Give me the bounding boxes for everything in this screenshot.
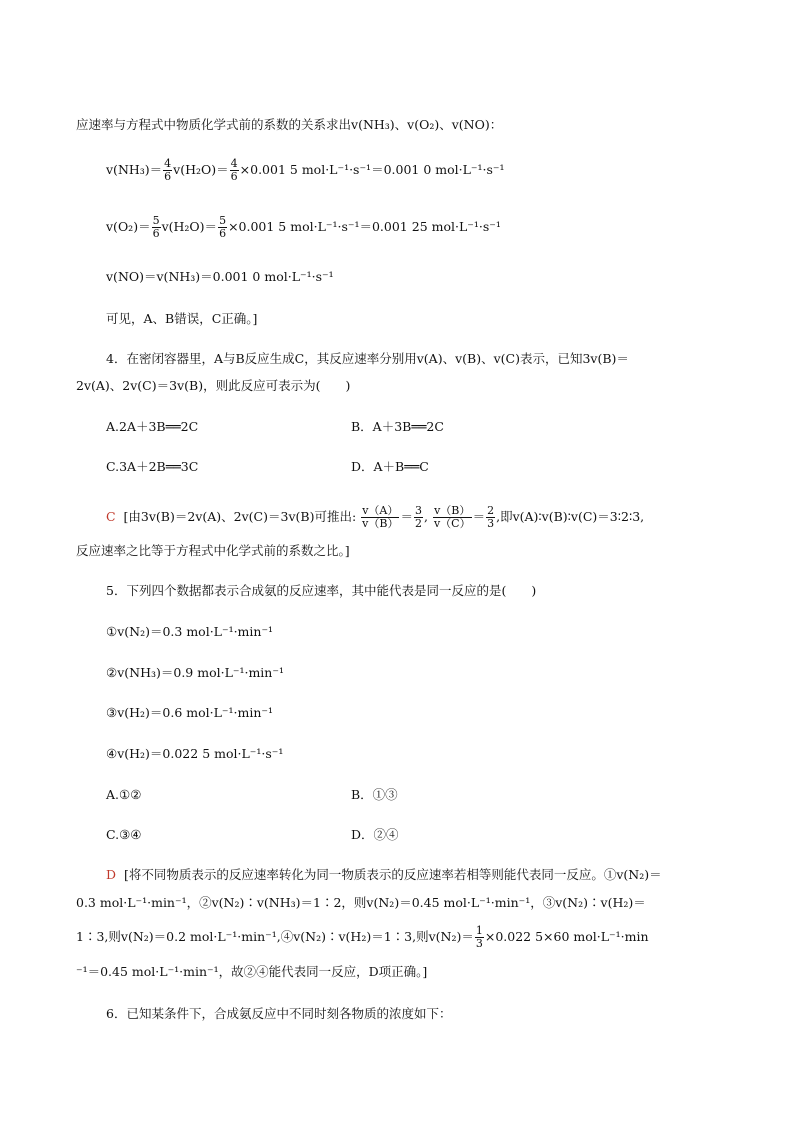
fraction: $\frac{5}{6}$ <box>152 214 160 240</box>
eq-v-o2 <box>106 215 501 240</box>
question-4-line2: 2v(A)、2v(C)＝3v(B)，则此反应可表示为( ) <box>76 378 351 393</box>
answer-text: 1∶3,则v(N₂)＝0.2 mol·L⁻¹·min⁻¹,④v(N₂)∶v(H₂)＝1∶3,则v(N₂)＝ <box>76 929 474 944</box>
q5-option-b: B．①③ <box>351 787 398 802</box>
fraction: $\frac{5}{6}$ <box>219 214 227 240</box>
answer-text: [由3v(B)＝2v(A)、2v(C)＝3v(B)可推出: <box>123 509 357 524</box>
answer-5-line4: ⁻¹＝0.45 mol·L⁻¹·min⁻¹，故②④能代表同一反应，D项正确。] <box>76 964 428 979</box>
eq-v-nh3 <box>106 158 505 183</box>
line-intro: 应速率与方程式中物质化学式前的系数的关系求出v(NH₃)、v(O₂)、v(NO)： <box>76 117 503 132</box>
answer-letter: D <box>106 867 117 882</box>
eq-text: ×0.001 5 mol·L⁻¹·s⁻¹＝0.001 0 mol·L⁻¹·s⁻¹ <box>239 162 505 177</box>
eq-text: v(H₂O)＝ <box>173 162 229 177</box>
answer-5-line2: 0.3 mol·L⁻¹·min⁻¹，②v(N₂)∶v(NH₃)＝1∶2，则v(N₂)＝0.45 mol·L⁻¹·min⁻¹，③v(N₂)∶v(H₂)＝ <box>76 895 646 910</box>
answer-text: ,即v(A)∶v(B)∶v(C)＝3∶2∶3, <box>496 509 645 524</box>
answer-5-line3 <box>76 925 649 950</box>
fraction: $\frac{4}{6}$ <box>164 157 172 183</box>
q5-item-3: ③v(H₂)＝0.6 mol·L⁻¹·min⁻¹ <box>106 705 274 720</box>
eq-text: v(NH₃)＝ <box>106 162 163 177</box>
q5-item-4: ④v(H₂)＝0.022 5 mol·L⁻¹·s⁻¹ <box>106 746 284 761</box>
q4-option-b: B．A＋3B══2C <box>351 419 444 434</box>
question-6: 6．已知某条件下，合成氨反应中不同时刻各物质的浓度如下： <box>106 1006 452 1021</box>
fraction: $\frac{v(B)}{v(C)}$ <box>433 504 471 530</box>
q5-item-1: ①v(N₂)＝0.3 mol·L⁻¹·min⁻¹ <box>106 624 274 639</box>
q4-option-d: D．A＋B══C <box>351 459 429 474</box>
question-5: 5．下列四个数据都表示合成氨的反应速率，其中能代表是同一反应的是( ) <box>106 583 537 598</box>
fraction: $\frac{4}{6}$ <box>230 157 238 183</box>
eq-text: ×0.001 5 mol·L⁻¹·s⁻¹＝0.001 25 mol·L⁻¹·s⁻¹ <box>228 219 501 234</box>
fraction: $\frac{2}{3}$ <box>487 504 495 530</box>
q5-item-2: ②v(NH₃)＝0.9 mol·L⁻¹·min⁻¹ <box>106 665 284 680</box>
fraction: $\frac{3}{2}$ <box>414 504 422 530</box>
eq-text: v(H₂O)＝ <box>161 219 218 234</box>
answer-text: [将不同物质表示的反应速率转化为同一物质表示的反应速率若相等则能代表同一反应。①v(N₂)＝ <box>123 867 662 882</box>
answer-text: ×0.022 5×60 mol·L⁻¹·min <box>484 929 649 944</box>
conclusion-3: 可见，A、B错误，C正确。] <box>106 311 258 326</box>
answer-4-line1: C [由3v(B)＝2v(A)、2v(C)＝3v(B)可推出: $\frac{v(A)}{v(B)}$ ＝ $\frac{3}{2}$ , $\frac{v(B)}{v(C)}$ ＝ $\frac{2}{3}$ ,即v(A)∶v(B)∶v(C)＝3∶2∶3, <box>106 504 645 530</box>
fraction: $\frac{1}{3}$ <box>475 924 483 950</box>
answer-5-line1 <box>106 866 662 884</box>
q5-option-d: D．②④ <box>351 827 399 842</box>
answer-letter: C <box>106 509 116 524</box>
answer-4-line2: 反应速率之比等于方程式中化学式前的系数之比。] <box>76 543 350 558</box>
eq-v-no: v(NO)＝v(NH₃)＝0.001 0 mol·L⁻¹·s⁻¹ <box>106 269 334 284</box>
q4-option-c: C.3A＋2B══3C <box>106 459 199 474</box>
q5-option-c: C.③④ <box>106 827 142 842</box>
question-4-line1: 4．在密闭容器里，A与B反应生成C，其反应速率分别用v(A)、v(B)、v(C)表示，已知3v(B)＝ <box>106 351 629 366</box>
eq-text: v(O₂)＝ <box>106 219 151 234</box>
q5-option-a: A.①② <box>106 787 142 802</box>
q4-option-a: A.2A＋3B══2C <box>106 419 199 434</box>
fraction: $\frac{v(A)}{v(B)}$ <box>362 504 399 530</box>
